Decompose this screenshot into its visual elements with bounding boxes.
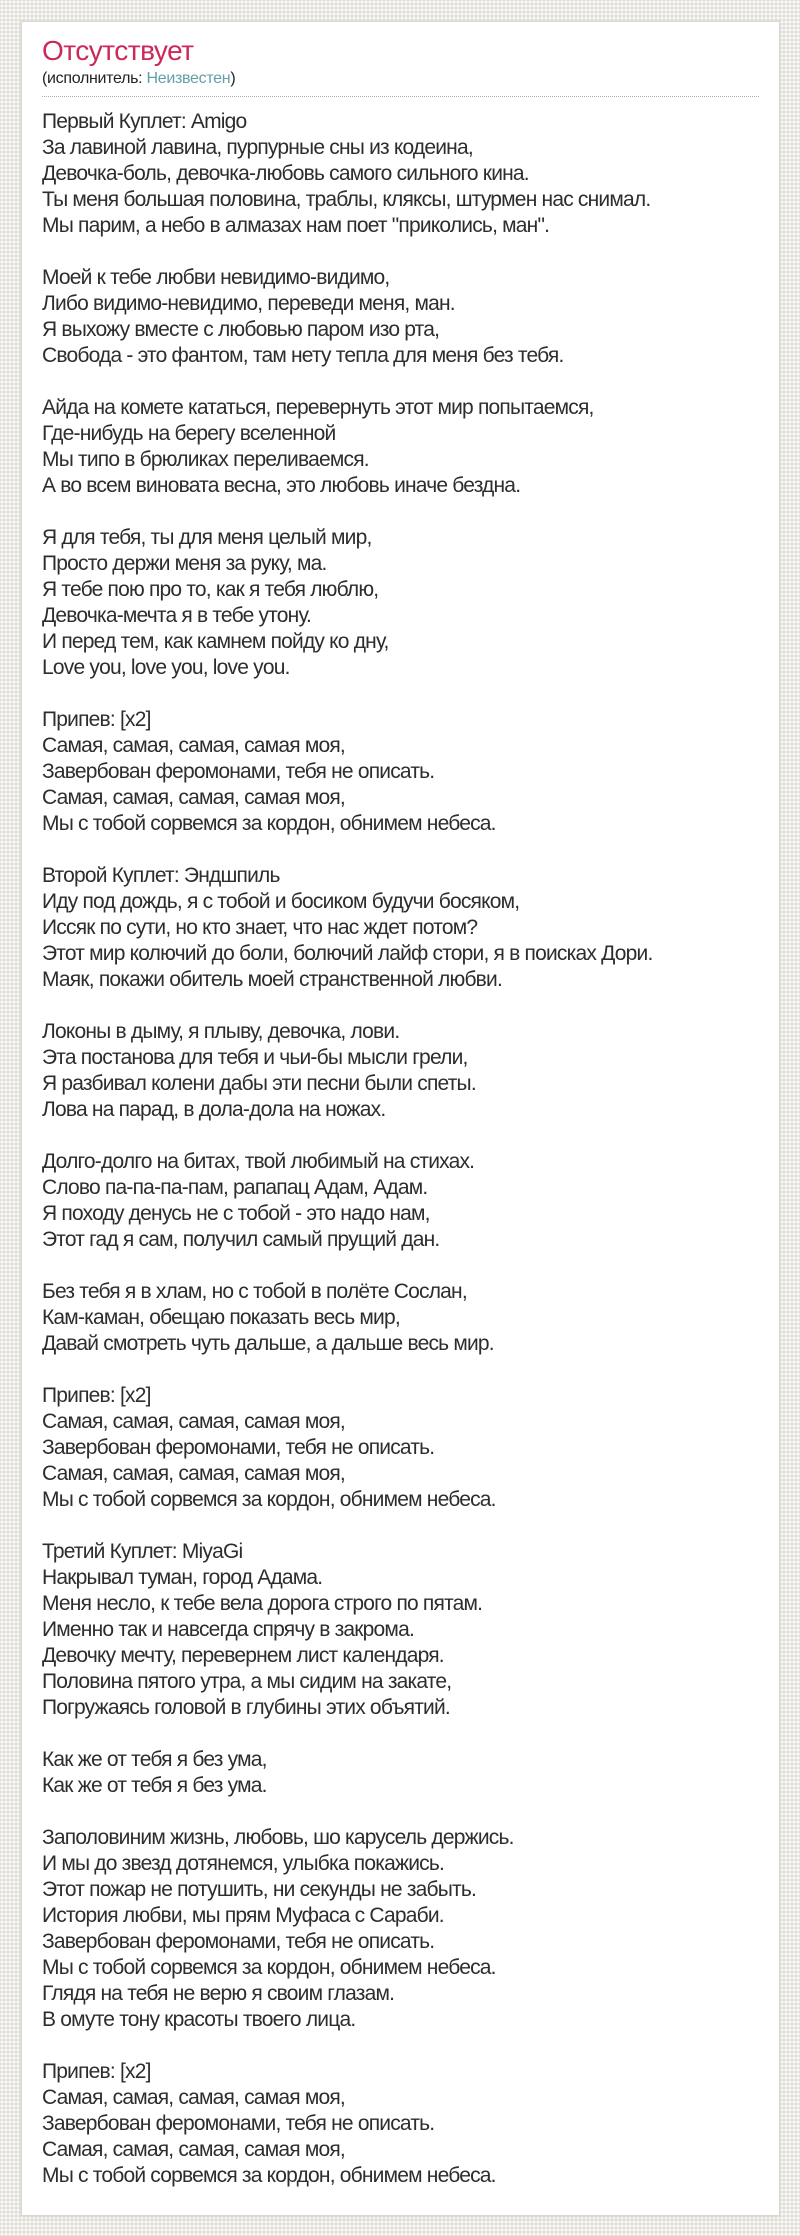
lyrics-stanza [42, 863, 759, 993]
lyrics-line: Этот пожар не потушить, ни секунды не забыть. [42, 1878, 477, 1901]
lyrics-stanza [42, 2059, 759, 2189]
lyrics-line: Давай смотреть чуть дальше, а дальше весь мир. [42, 1332, 494, 1355]
lyrics-text [42, 109, 759, 2189]
lyrics-line: Мы типо в брюликах переливаемся. [42, 448, 369, 471]
lyrics-line: Иду под дождь, я с тобой и босиком будучи босяком, [42, 890, 520, 913]
lyrics-stanza [42, 265, 759, 369]
lyrics-line: Погружаясь головой в глубины этих объятий. [42, 1696, 450, 1719]
lyrics-line: Ты меня большая половина, траблы, кляксы, штурмен нас снимал. [42, 188, 651, 211]
lyrics-line: Я для тебя, ты для меня целый мир, [42, 526, 372, 549]
lyrics-line: Как же от тебя я без ума. [42, 1774, 267, 1797]
lyrics-line: Маяк, покажи обитель моей странственной любви. [42, 968, 503, 991]
lyrics-line: Я разбивал колени дабы эти песни были спеты. [42, 1072, 476, 1095]
lyrics-line: Мы с тобой сорвемся за кордон, обнимем небеса. [42, 1488, 496, 1511]
lyrics-line: Девочка-мечта я в тебе утону. [42, 604, 312, 627]
lyrics-line: Эта постанова для тебя и чьи-бы мысли грели, [42, 1046, 468, 1069]
lyrics-line: Кам-каман, обещаю показать весь мир, [42, 1306, 400, 1329]
lyrics-line: Именно так и навсегда спрячу в закрома. [42, 1618, 414, 1641]
lyrics-line: Завербован феромонами, тебя не описать. [42, 1930, 435, 1953]
lyrics-stanza [42, 525, 759, 681]
lyrics-line: Я тебе пою про то, как я тебя люблю, [42, 578, 379, 601]
lyrics-line: Завербован феромонами, тебя не описать. [42, 2112, 435, 2135]
lyrics-line: Слово па-па-па-пам, рапапац Адам, Адам. [42, 1176, 428, 1199]
lyrics-line: Где-нибудь на берегу вселенной [42, 422, 336, 445]
lyrics-line: Мы парим, а небо в алмазах нам поет "приколись, ман". [42, 214, 550, 237]
lyrics-line: Самая, самая, самая, самая моя, [42, 734, 345, 757]
lyrics-line: Девочка-боль, девочка-любовь самого сильного кина. [42, 162, 529, 185]
lyrics-line: Самая, самая, самая, самая моя, [42, 1410, 345, 1433]
lyrics-line: Самая, самая, самая, самая моя, [42, 786, 345, 809]
lyrics-line: Love you, love you, love you. [42, 656, 290, 679]
lyrics-line: Накрывал туман, город Адама. [42, 1566, 323, 1589]
lyrics-stanza [42, 109, 759, 239]
lyrics-line: В омуте тону красоты твоего лица. [42, 2008, 356, 2031]
lyrics-line: Завербован феромонами, тебя не описать. [42, 1436, 435, 1459]
lyrics-stanza [42, 707, 759, 837]
lyrics-line: Свобода - это фантом, там нету тепла для меня без тебя. [42, 344, 564, 367]
lyrics-line: А во всем виновата весна, это любовь иначе бездна. [42, 474, 521, 497]
song-title: Отсутствует [42, 35, 194, 66]
lyrics-stanza [42, 1825, 759, 2033]
lyrics-line: Этот гад я сам, получил самый прущий дан. [42, 1228, 440, 1251]
lyrics-line: Моей к тебе любви невидимо-видимо, [42, 266, 390, 289]
lyrics-line: И мы до звезд дотянемся, улыбка покажись. [42, 1852, 445, 1875]
lyrics-line: Самая, самая, самая, самая моя, [42, 1462, 345, 1485]
lyrics-line: Меня несло, к тебе вела дорога строго по пятам. [42, 1592, 483, 1615]
lyrics-line: Девочку мечту, перевернем лист календаря. [42, 1644, 444, 1667]
lyrics-line: Либо видимо-невидимо, переведи меня, ман. [42, 292, 455, 315]
lyrics-line: Этот мир колючий до боли, болючий лайф стори, я в поисках Дори. [42, 942, 653, 965]
lyrics-stanza [42, 1383, 759, 1513]
lyrics-line: Иссяк по сути, но кто знает, что нас ждет потом? [42, 916, 478, 939]
lyrics-line: Второй Куплет: Эндшпиль [42, 864, 280, 887]
lyrics-line: Глядя на тебя не верю я своим глазам. [42, 1982, 395, 2005]
lyrics-line: Я выхожу вместе с любовью паром изо рта, [42, 318, 440, 341]
lyrics-line: История любви, мы прям Муфаса с Сараби. [42, 1904, 444, 1927]
lyrics-line: Я походу денусь не с тобой - это надо нам, [42, 1202, 430, 1225]
lyrics-line: Мы с тобой сорвемся за кордон, обнимем небеса. [42, 2164, 496, 2187]
lyrics-line: Просто держи меня за руку, ма. [42, 552, 327, 575]
lyrics-line: Локоны в дыму, я плыву, девочка, лови. [42, 1020, 400, 1043]
lyrics-line: Припев: [x2] [42, 2060, 151, 2083]
lyrics-line: И перед тем, как камнем пойду ко дну, [42, 630, 389, 653]
lyrics-stanza [42, 1279, 759, 1357]
lyrics-line: Половина пятого утра, а мы сидим на закате, [42, 1670, 452, 1693]
lyrics-line: Лова на парад, в дола-дола на ножах. [42, 1098, 386, 1121]
lyrics-stanza [42, 1149, 759, 1253]
lyrics-line: Самая, самая, самая, самая моя, [42, 2086, 345, 2109]
lyrics-stanza [42, 1747, 759, 1799]
artist-suffix: ) [230, 70, 236, 87]
lyrics-line: Без тебя я в хлам, но с тобой в полёте Сослан, [42, 1280, 467, 1303]
lyrics-line: За лавиной лавина, пурпурные сны из кодеина, [42, 136, 473, 159]
lyrics-line: Мы с тобой сорвемся за кордон, обнимем небеса. [42, 812, 496, 835]
lyrics-line: Заполовиним жизнь, любовь, шо карусель держись. [42, 1826, 514, 1849]
lyrics-line: Завербован феромонами, тебя не описать. [42, 760, 435, 783]
lyrics-line: Третий Куплет: MiyaGi [42, 1540, 243, 1563]
lyrics-card [21, 21, 780, 2216]
lyrics-stanza [42, 1539, 759, 1721]
lyrics-line: Первый Куплет: Amigo [42, 110, 247, 133]
lyrics-line: Как же от тебя я без ума, [42, 1748, 267, 1771]
lyrics-line: Самая, самая, самая, самая моя, [42, 2138, 345, 2161]
lyrics-stanza [42, 1019, 759, 1123]
lyrics-line: Мы с тобой сорвемся за кордон, обнимем небеса. [42, 1956, 496, 1979]
artist-link[interactable]: Неизвестен [146, 70, 231, 87]
lyrics-line: Припев: [x2] [42, 708, 151, 731]
lyrics-stanza [42, 395, 759, 499]
artist-line [42, 69, 759, 89]
lyrics-line: Припев: [x2] [42, 1384, 151, 1407]
lyrics-line: Долго-долго на битах, твой любимый на стихах. [42, 1150, 475, 1173]
lyrics-line: Айда на комете кататься, перевернуть этот мир попытаемся, [42, 396, 594, 419]
artist-label: (исполнитель: [42, 70, 143, 87]
dotted-separator [42, 89, 759, 97]
